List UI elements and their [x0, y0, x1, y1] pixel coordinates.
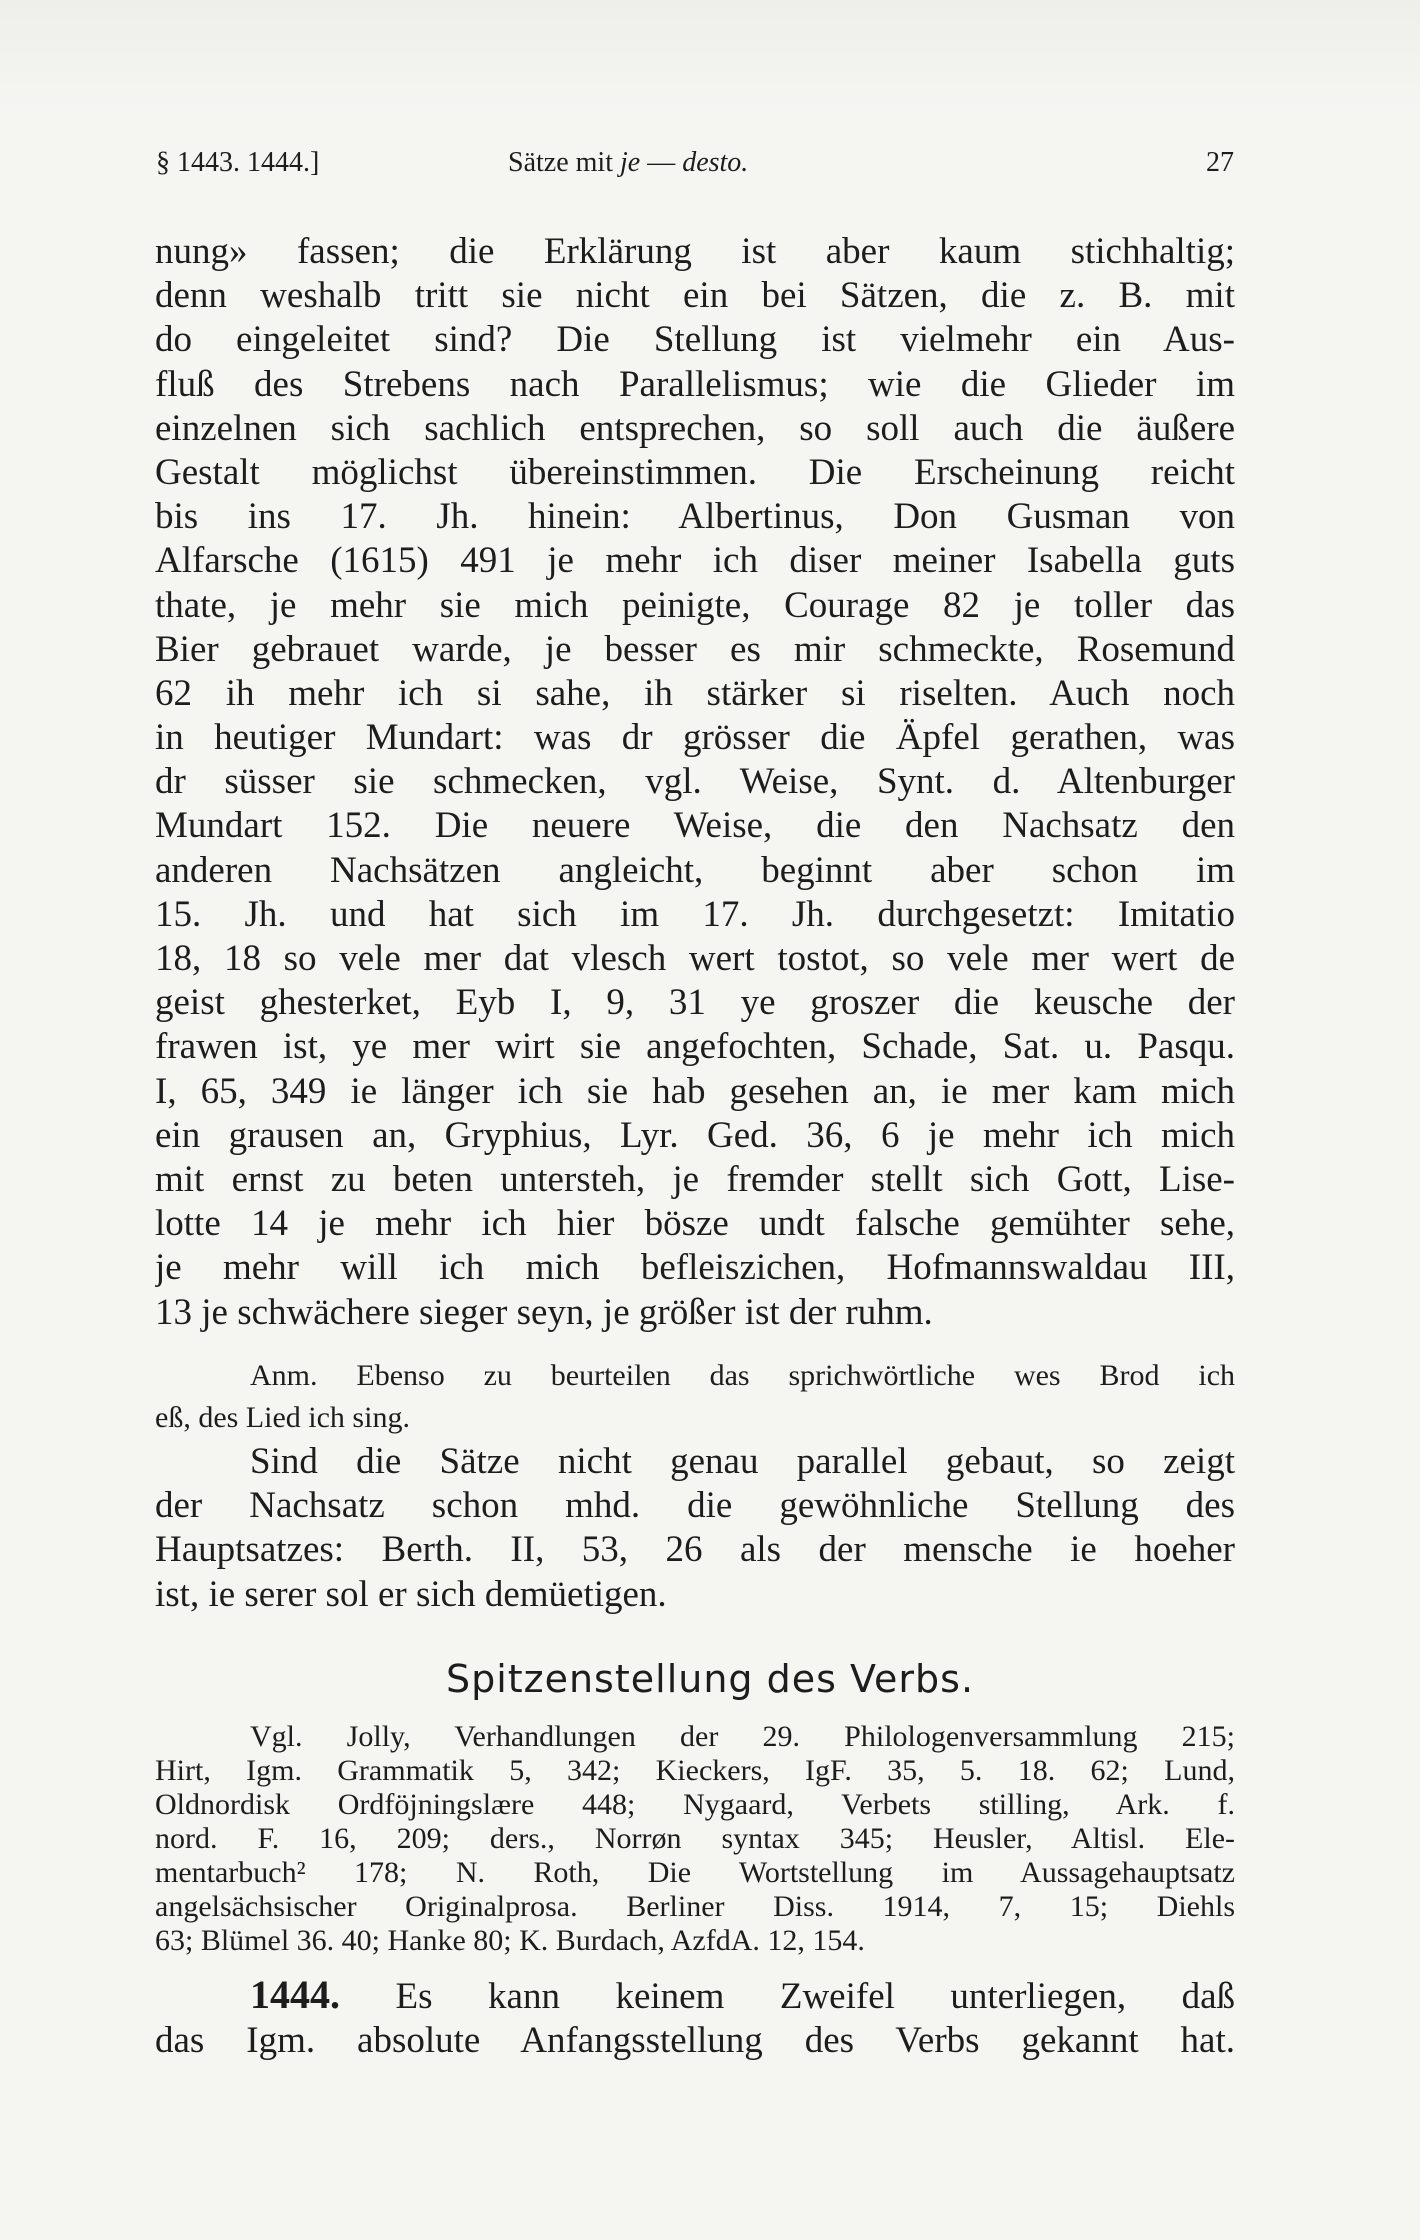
text-line: ein grausen an, Gryphius, Lyr. Ged. 36, 6 je mehr ich mich — [155, 1114, 1235, 1156]
text-line: angelsächsischer Originalprosa. Berliner Diss. 1914, 7, 15; Diehls — [155, 1890, 1235, 1923]
text-line: denn weshalb tritt sie nicht ein bei Sätzen, die z. B. mit — [155, 275, 1235, 317]
paragraph-3 — [155, 1972, 1235, 2064]
text-line: Bier gebrauet warde, je besser es mir schmeckte, Rosemund — [155, 628, 1235, 670]
text-line: frawen ist, ye mer wirt sie angefochten, Schade, Sat. u. Pasqu. — [155, 1026, 1235, 1068]
text-line: mentarbuch² 178; N. Roth, Die Wortstellung im Aussagehauptsatz — [155, 1856, 1235, 1889]
annotation-line-2: eß, des Lied ich sing. — [155, 1401, 410, 1434]
bibliography — [155, 1720, 1235, 1958]
page-number: 27 — [1206, 147, 1234, 178]
text-line: mit ernst zu beten untersteh, je fremder stellt sich Gott, Lise- — [155, 1158, 1235, 1200]
paragraph-2 — [155, 1440, 1235, 1617]
text-line: je mehr will ich mich befleiszichen, Hofmannswaldau III, — [155, 1247, 1235, 1289]
text-line: 13 je schwächere sieger seyn, je größer ist der ruhm. — [155, 1291, 933, 1333]
text-line: 62 ih mehr ich si sahe, ih stärker si riselten. Auch noch — [155, 672, 1235, 714]
paragraph-3-line-1: 1444. Es kann keinem Zweifel unterliegen, daß — [250, 1972, 1235, 2017]
text-line: einzelnen sich sachlich entsprechen, so soll auch die äußere — [155, 407, 1235, 449]
running-title: Sätze mit je — desto. — [508, 147, 749, 178]
section-reference: § 1443. 1444.] — [156, 147, 320, 178]
paragraph-3-line-2: das Igm. absolute Anfangsstellung des Verbs gekannt hat. — [155, 2020, 1235, 2061]
section-heading: Spitzenstellung des Verbs. — [445, 1657, 975, 1701]
text-line: anderen Nachsätzen angleicht, beginnt aber schon im — [155, 849, 1235, 891]
text-line: in heutiger Mundart: was dr grösser die Äpfel gerathen, was — [155, 717, 1235, 759]
text-line: Vgl. Jolly, Verhandlungen der 29. Philologenversammlung 215; — [250, 1720, 1235, 1753]
text-line: I, 65, 349 ie länger ich sie hab gesehen an, ie mer kam mich — [155, 1070, 1235, 1112]
annotation — [155, 1355, 1235, 1439]
text-line: Gestalt möglichst übereinstimmen. Die Erscheinung reicht — [155, 451, 1235, 493]
text-line: bis ins 17. Jh. hinein: Albertinus, Don Gusman von — [155, 496, 1235, 538]
text-line: 63; Blümel 36. 40; Hanke 80; K. Burdach, AzfdA. 12, 154. — [155, 1924, 865, 1957]
text-line: thate, je mehr sie mich peinigte, Courage 82 je toller das — [155, 584, 1235, 626]
text-line: 15. Jh. und hat sich im 17. Jh. durchgesetzt: Imitatio — [155, 893, 1235, 935]
text-line: do eingeleitet sind? Die Stellung ist vielmehr ein Aus- — [155, 319, 1235, 361]
text-line: dr süsser sie schmecken, vgl. Weise, Synt. d. Altenburger — [155, 761, 1235, 803]
annotation-line-1: Anm. Ebenso zu beurteilen das sprichwörtliche wes Brod ich — [250, 1359, 1235, 1392]
text-line: fluß des Strebens nach Parallelismus; wie die Glieder im — [155, 363, 1235, 405]
text-line: Hauptsatzes: Berth. II, 53, 26 als der mensche ie hoeher — [155, 1529, 1235, 1571]
text-line: der Nachsatz schon mhd. die gewöhnliche Stellung des — [155, 1485, 1235, 1527]
text-line: ist, ie serer sol er sich demüetigen. — [155, 1573, 667, 1615]
text-line: lotte 14 je mehr ich hier bösze undt falsche gemühter sehe, — [155, 1203, 1235, 1245]
paragraph-1 — [155, 230, 1235, 1335]
text-line: Oldnordisk Ordföjningslære 448; Nygaard, Verbets stilling, Ark. f. — [155, 1788, 1235, 1821]
text-line: Sind die Sätze nicht genau parallel gebaut, so zeigt — [250, 1441, 1235, 1482]
text-line: 18, 18 so vele mer dat vlesch wert tostot, so vele mer wert de — [155, 938, 1235, 979]
text-line: Mundart 152. Die neuere Weise, die den Nachsatz den — [155, 805, 1235, 847]
scan-shading — [0, 0, 1420, 110]
text-line: nung» fassen; die Erklärung ist aber kaum stichhaltig; — [155, 231, 1235, 272]
running-head — [156, 147, 1234, 187]
text-line: nord. F. 16, 209; ders., Norrøn syntax 345; Heusler, Altisl. Ele- — [155, 1822, 1235, 1855]
text-line: Hirt, Igm. Grammatik 5, 342; Kieckers, IgF. 35, 5. 18. 62; Lund, — [155, 1754, 1235, 1787]
text-line: geist ghesterket, Eyb I, 9, 31 ye groszer die keusche der — [155, 982, 1235, 1024]
text-line: Alfarsche (1615) 491 je mehr ich diser meiner Isabella guts — [155, 540, 1235, 582]
